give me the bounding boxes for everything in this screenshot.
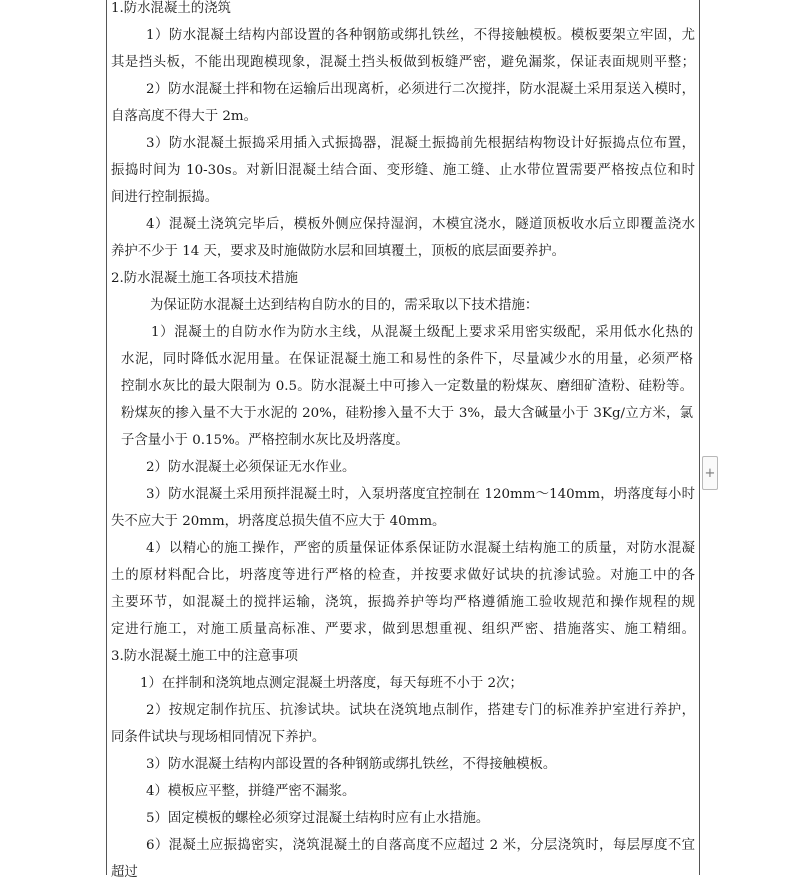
paragraph-line: 3）防水混凝土采用预拌混凝土时，入泵坍落度宜控制在 120mm～140mm，坍落度每小时 bbox=[146, 487, 695, 502]
paragraph-line: 其是挡头板，不能出现跑模现象，混凝土挡头板做到板缝严密，避免漏浆，保证表面规则平整； bbox=[111, 55, 695, 70]
paragraph-line: 粉煤灰的掺入量不大于水泥的 20%，硅粉掺入量不大于 3%，最大含碱量小于 3Kg/立方米，氯 bbox=[121, 406, 693, 421]
paragraph-line: 3）防水混凝土结构内部设置的各种钢筋或绑扎铁丝，不得接触模板。 bbox=[146, 757, 557, 772]
paragraph-line: 振捣时间为 10-30s。对新旧混凝土结合面、变形缝、施工缝、止水带位置需要严格按点位和时 bbox=[111, 163, 695, 178]
paragraph-line: 3）防水混凝土振捣采用插入式振捣器，混凝土振捣前先根据结构物设计好振捣点位布置， bbox=[146, 136, 695, 151]
paragraph-line: 自落高度不得大于 2m。 bbox=[111, 109, 257, 124]
paragraph-line: 为保证防水混凝土达到结构自防水的目的，需采取以下技术措施： bbox=[150, 298, 539, 313]
paragraph-line: 定进行施工，对施工质量高标准、严要求，做到思想重视、组织严密、措施落实、施工精细。 bbox=[111, 622, 695, 637]
paragraph-line: 主要环节，如混凝土的搅拌运输，浇筑，振捣养护等均严格遵循施工验收规范和操作规程的规 bbox=[111, 595, 695, 610]
paragraph-line: 1）在拌制和浇筑地点测定混凝土坍落度，每天每班不小于 2次； bbox=[140, 676, 523, 691]
paragraph-line: 子含量小于 0.15%。严格控制水灰比及坍落度。 bbox=[121, 433, 409, 448]
paragraph-line: 间进行控制振捣。 bbox=[111, 190, 219, 205]
paragraph-line: 2）按规定制作抗压、抗渗试块。试块在浇筑地点制作，搭建专门的标准养护室进行养护， bbox=[146, 703, 695, 718]
paragraph-line: 4）模板应平整，拼缝严密不漏浆。 bbox=[146, 784, 356, 799]
section-heading-3: 3.防水混凝土施工中的注意事项 bbox=[111, 649, 298, 664]
paragraph-line: 4）混凝土浇筑完毕后，模板外侧应保持湿润，木模宜浇水，隧道顶板收水后立即覆盖浇水 bbox=[146, 217, 695, 232]
paragraph-line: 土的原材料配合比，坍落度等进行严格的检查，并按要求做好试块的抗渗试验。对施工中的各 bbox=[111, 568, 695, 583]
paragraph-line: 水泥，同时降低水泥用量。在保证混凝土施工和易性的条件下，尽量减少水的用量，必须严格 bbox=[121, 352, 693, 367]
paragraph-line: 1）混凝土的自防水作为防水主线，从混凝土级配上要求采用密实级配，采用低水化热的 bbox=[151, 325, 693, 340]
paragraph-line: 4）以精心的施工操作，严密的质量保证体系保证防水混凝土结构施工的质量，对防水混凝 bbox=[146, 541, 695, 556]
paragraph-line: 同条件试块与现场相同情况下养护。 bbox=[111, 730, 326, 745]
plus-icon: + bbox=[704, 465, 716, 481]
paragraph-line: 5）固定模板的螺栓必须穿过混凝土结构时应有止水措施。 bbox=[146, 811, 490, 826]
paragraph-line: 2）防水混凝土必须保证无水作业。 bbox=[146, 460, 356, 475]
section-heading-2: 2.防水混凝土施工各项技术措施 bbox=[111, 271, 298, 286]
paragraph-line: 养护不少于 14 天，要求及时施做防水层和回填覆土，顶板的底层面要养护。 bbox=[111, 244, 566, 259]
section-heading-1: 1.防水混凝土的浇筑 bbox=[111, 1, 231, 16]
paragraph-line: 控制水灰比的最大限制为 0.5。防水混凝土中可掺入一定数量的粉煤灰、磨细矿渣粉、硅粉等。 bbox=[121, 379, 693, 394]
paragraph-line: 2）防水混凝土拌和物在运输后出现离析，必须进行二次搅拌，防水混凝土采用泵送入模时， bbox=[146, 82, 695, 97]
paragraph-line: 失不应大于 20mm，坍落度总损失值不应大于 40mm。 bbox=[111, 514, 446, 529]
paragraph-line: 6）混凝土应振捣密实，浇筑混凝土的自落高度不应超过 2 米，分层浇筑时，每层厚度不宜 bbox=[146, 838, 695, 853]
table-add-column-button[interactable] bbox=[702, 456, 718, 490]
paragraph-line: 超过 bbox=[111, 865, 138, 880]
paragraph-line: 1）防水混凝土结构内部设置的各种钢筋或绑扎铁丝，不得接触模板。模板要架立牢固，尤 bbox=[146, 28, 695, 43]
